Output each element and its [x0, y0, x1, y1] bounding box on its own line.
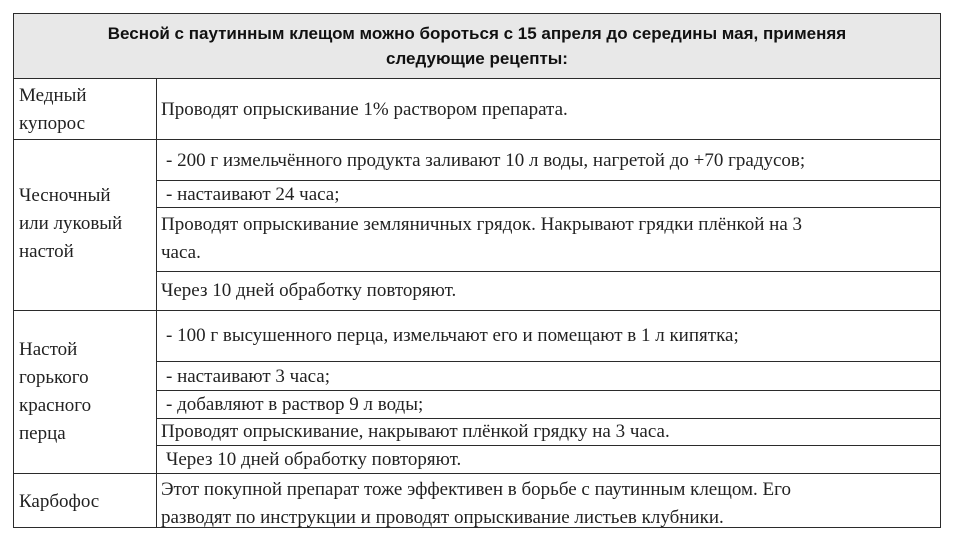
row-separator — [13, 139, 941, 140]
table-title — [13, 13, 941, 79]
row-label-garlic-infusion: Чесночный или луковый настой — [19, 185, 123, 262]
sub-row-separator — [156, 271, 941, 272]
garlic-step-4: Через 10 дней обработку повторяют. — [161, 280, 457, 301]
pepper-step-5: Через 10 дней обработку повторяют. — [166, 449, 462, 470]
row-label-copper-sulfate: Медный купорос — [19, 85, 87, 134]
sub-row-separator — [156, 361, 941, 362]
row-separator — [13, 473, 941, 474]
grid-line — [13, 78, 941, 79]
pepper-step-3: - добавляют в раствор 9 л воды; — [166, 394, 424, 415]
row-text-copper-sulfate: Проводят опрыскивание 1% раствором препарата. — [161, 99, 568, 120]
grid-line — [940, 78, 941, 528]
grid-line — [156, 78, 157, 528]
table-title-line-2: следующие рецепты: — [386, 49, 568, 68]
row-text-karbofos: Этот покупной препарат тоже эффективен в борьбе с паутинным клещом. Его разводят по инструкции и проводят опрыскивание листьев клубники. — [161, 479, 791, 528]
row-separator — [13, 310, 941, 311]
pepper-step-2: - настаивают 3 часа; — [166, 366, 331, 387]
pepper-step-1: - 100 г высушенного перца, измельчают его и помещают в 1 л кипятка; — [166, 325, 739, 346]
row-label-pepper-infusion: Настой горького красного перца — [19, 339, 92, 444]
garlic-step-3: Проводят опрыскивание земляничных грядок. Накрывают грядки плёнкой на 3 часа. — [161, 214, 803, 263]
pepper-step-4: Проводят опрыскивание, накрывают плёнкой грядку на 3 часа. — [161, 421, 670, 442]
row-label-karbofos: Карбофос — [19, 491, 100, 512]
garlic-step-2: - настаивают 24 часа; — [166, 184, 340, 205]
table-title-line-1: Весной с паутинным клещом можно бороться с 15 апреля до середины мая, применяя — [107, 24, 847, 43]
grid-line — [13, 78, 14, 528]
garlic-step-1: - 200 г измельчённого продукта заливают 10 л воды, нагретой до +70 градусов; — [166, 150, 806, 171]
